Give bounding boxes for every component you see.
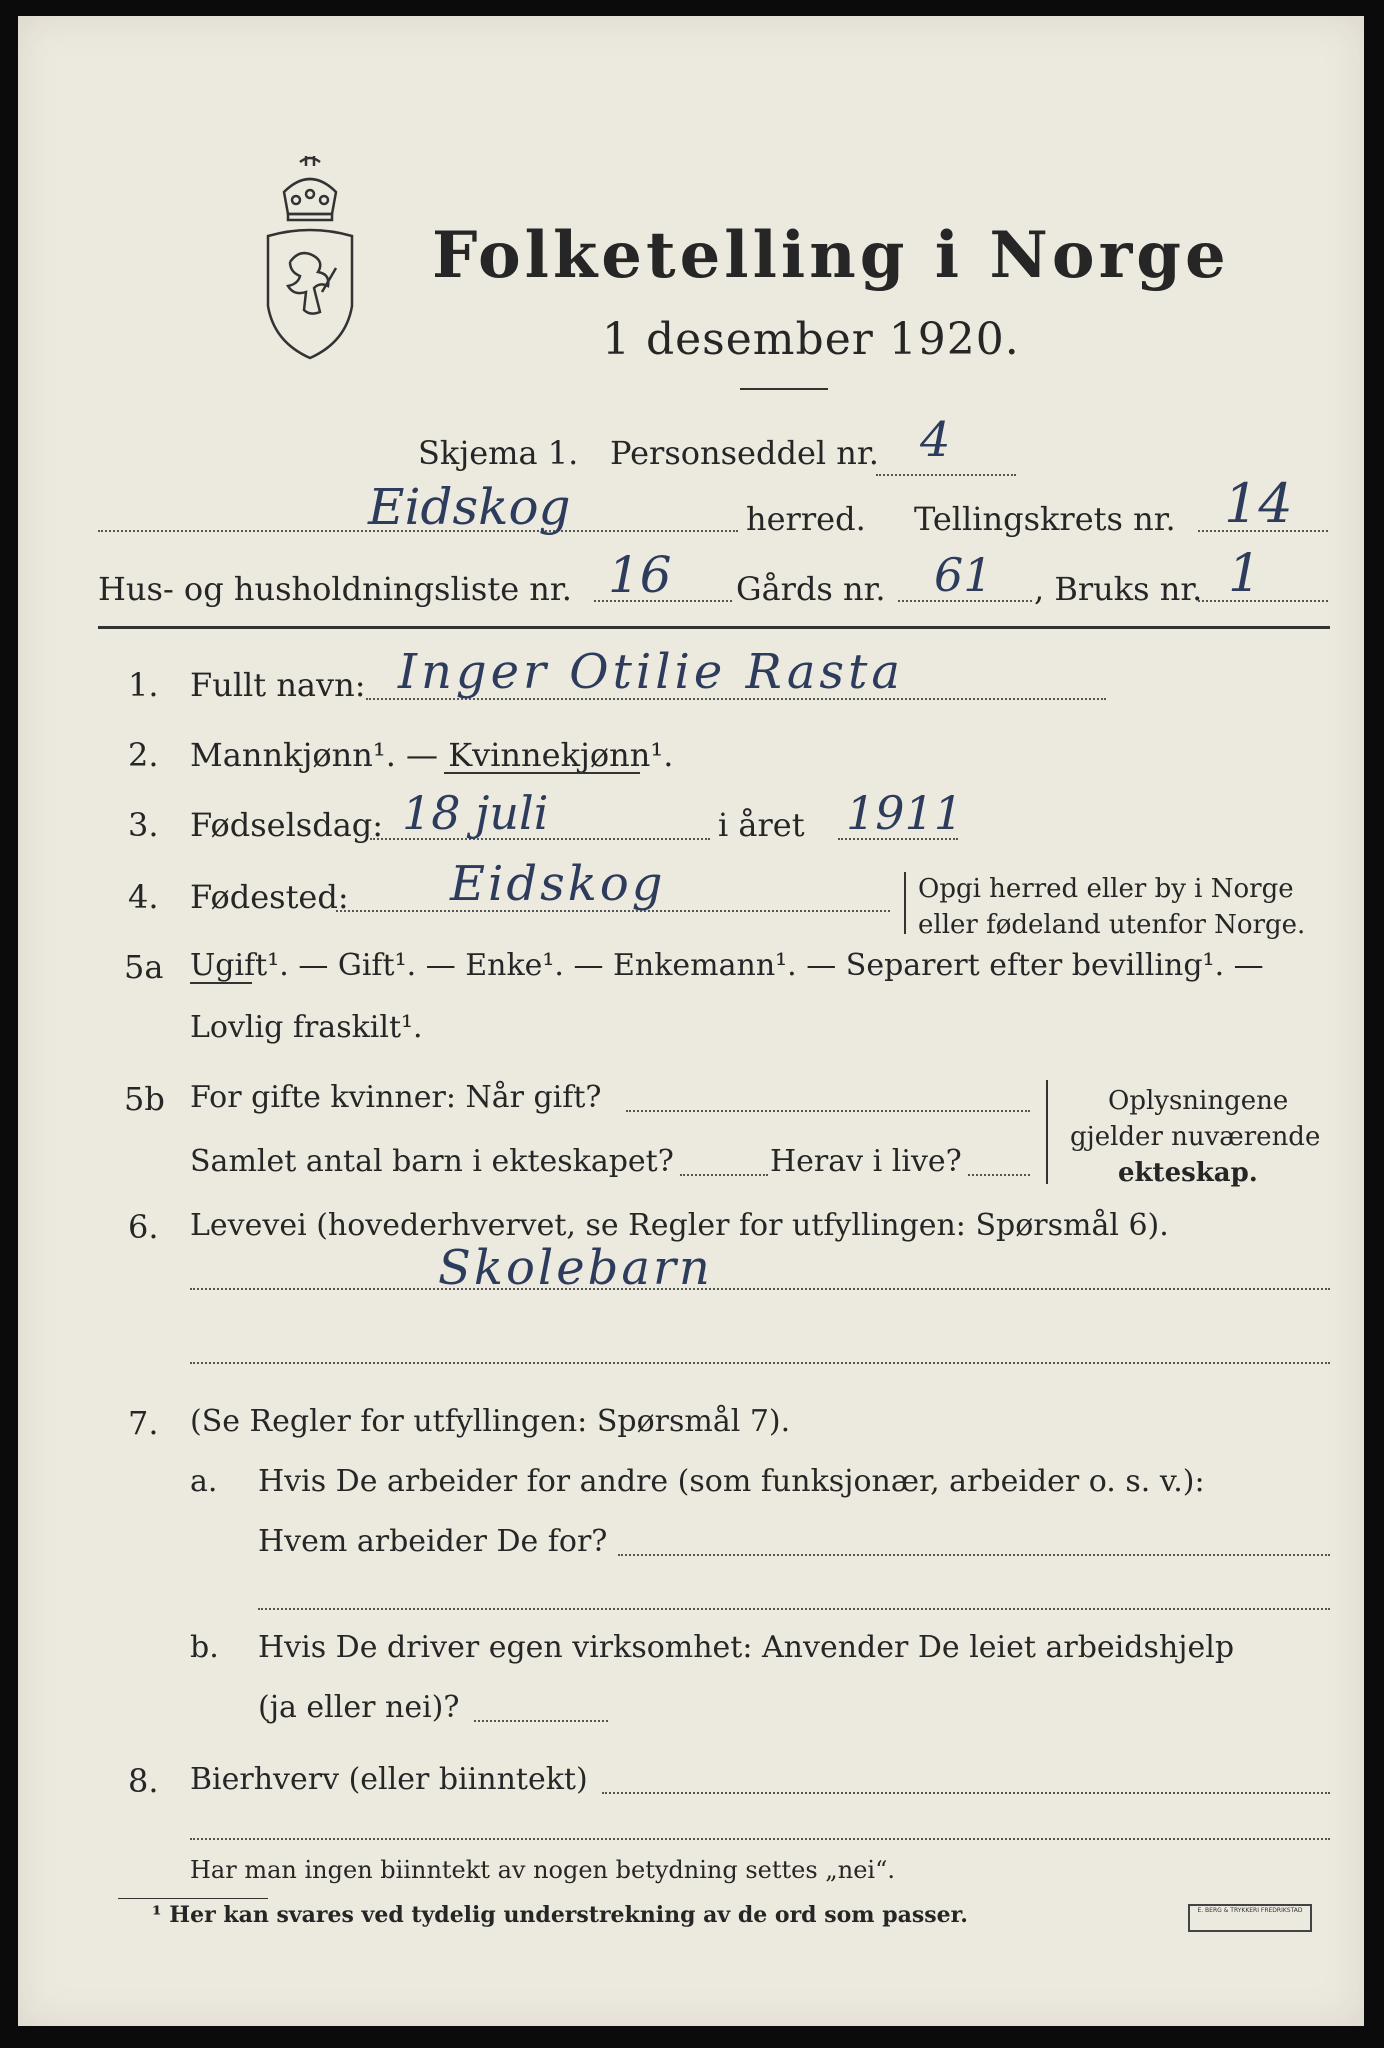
q8-line1 [602,1792,1330,1794]
q5b-line2b-dots [968,1174,1030,1176]
q5b-note-bracket [1046,1080,1048,1184]
q7-number: 7. [128,1404,159,1442]
q3-year-value: 1911 [846,786,964,840]
q5b-line2b: Herav i live? [770,1144,962,1179]
q3-number: 3. [128,806,159,844]
q4-note-bracket [904,872,906,934]
q8-note: Har man ingen biinntekt av nogen betydning settes „nei“. [190,1856,895,1884]
q5a-number: 5a [124,948,164,986]
husliste-label: Hus- og husholdningsliste nr. [98,570,572,608]
bruks-label: , Bruks nr. [1034,570,1203,608]
q6-label: Levevei (hovederhvervet, se Regler for utfyllingen: Spørsmål 6). [190,1208,1169,1243]
q2-underline [444,772,640,774]
q2-label: Mannkjønn¹. — Kvinnekjønn¹. [190,736,674,774]
header-separator [98,626,1330,629]
q8-number: 8. [128,1762,159,1800]
q5b-note-line2: gjelder nuværende [1070,1122,1321,1152]
q7b-line2: (ja eller nei)? [258,1690,460,1725]
q2-number: 2. [128,736,159,774]
q6-line2 [190,1362,1330,1364]
printer-mark [1188,1904,1312,1932]
printer-mark-text: E. BERG & TRYKKERI FREDRIKSTAD [1197,1907,1303,1914]
census-form-page [18,16,1364,2026]
footnote-text: ¹ Her kan svares ved tydelig understrekning av de ord som passer. [152,1902,968,1928]
tellingskrets-label: Tellingskrets nr. [914,500,1176,538]
personseddel-value: 4 [920,412,951,468]
bruks-line [1198,600,1328,602]
title-divider [740,388,828,390]
q3-year-label: i året [718,806,805,844]
husliste-value: 16 [608,546,672,604]
q5b-note-line1: Oplysningene [1108,1086,1289,1116]
bruks-value: 1 [1228,544,1262,604]
q8-line2 [190,1838,1330,1840]
personseddel-line [876,474,1016,476]
q7-label: (Se Regler for utfyllingen: Spørsmål 7). [190,1404,791,1439]
q5b-line1-dots [626,1110,1030,1112]
q4-label: Fødested: [190,878,349,916]
gards-value: 61 [934,548,993,602]
q5b-line2-dots [680,1174,768,1176]
q7a-line2-dots [618,1554,1330,1556]
q5a-line2: Lovlig fraskilt¹. [190,1010,423,1045]
gards-label: Gårds nr. [736,570,886,608]
q5b-number: 5b [124,1080,165,1118]
q6-number: 6. [128,1208,159,1246]
form-title: Folketelling i Norge [432,218,1230,293]
q7a-line2: Hvem arbeider De for? [258,1524,608,1559]
q7a-letter: a. [190,1464,218,1499]
q5a-line1: Ugift¹. — Gift¹. — Enke¹. — Enkemann¹. — Separert efter bevilling¹. — [190,948,1264,983]
q3-label: Fødselsdag: [190,806,384,844]
coat-of-arms-icon [262,152,358,362]
q5b-line1: For gifte kvinner: Når gift? [190,1080,602,1115]
tellingskrets-value: 14 [1224,472,1293,535]
q6-line1 [190,1288,1330,1290]
q8-label: Bierhverv (eller biinntekt) [190,1762,588,1797]
q7a-line1: Hvis De arbeider for andre (som funksjonær, arbeider o. s. v.): [258,1464,1205,1499]
footnote-rule [118,1898,268,1899]
q4-note-line2: eller fødeland utenfor Norge. [918,910,1306,940]
q5a-underline [190,982,252,984]
personseddel-label: Personseddel nr. [610,434,879,472]
q4-note-line1: Opgi herred eller by i Norge [918,874,1294,904]
q6-value: Skolebarn [438,1240,713,1296]
q3-value: 18 juli [402,786,549,840]
q1-value: Inger Otilie Rasta [398,644,904,700]
herred-label: herred. [746,500,866,538]
herred-value: Eidskog [368,478,571,536]
q7b-letter: b. [190,1630,219,1665]
q7b-line1: Hvis De driver egen virksomhet: Anvender De leiet arbeidshjelp [258,1630,1235,1665]
skjema-label: Skjema 1. [418,434,579,472]
q4-number: 4. [128,878,159,916]
q1-label: Fullt navn: [190,666,366,704]
q4-value: Eidskog [450,856,666,912]
q7a-line3-dots [258,1608,1330,1610]
q5b-line2: Samlet antal barn i ekteskapet? [190,1144,674,1179]
q1-number: 1. [128,666,159,704]
q5b-note-line3: ekteskap. [1118,1158,1258,1188]
q7b-line2-dots [474,1720,608,1722]
form-date: 1 desember 1920. [602,314,1020,365]
